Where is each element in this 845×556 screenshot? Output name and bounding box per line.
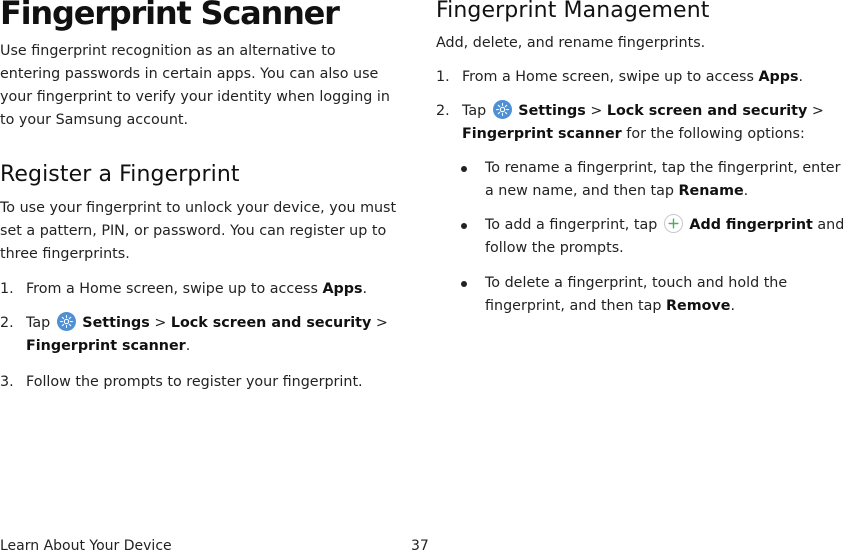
register-heading: Register a Fingerprint (0, 162, 240, 187)
add-fingerprint-label: Add fingerprint (689, 217, 813, 233)
step-number: 1. (0, 281, 14, 297)
bullet-dot (461, 223, 467, 229)
bullet-text-pre: To delete a fingerprint, touch and hold the fingerprint, and then tap (485, 275, 788, 314)
step-text-post: for the following options: (621, 126, 805, 142)
footer-section-title: Learn About Your Device (0, 538, 172, 554)
management-heading: Fingerprint Management (436, 0, 710, 23)
settings-label: Settings (82, 315, 150, 331)
management-intro: Add, delete, and rename fingerprints. (436, 35, 706, 51)
register-intro: To use your fingerprint to unlock your device, you must set a pattern, PIN, or password. You can register up to three fingerprints. (0, 200, 397, 262)
lock-screen-label: Lock screen and security (606, 103, 808, 119)
step-text-post: . (798, 69, 804, 85)
step-text (462, 100, 832, 146)
fingerprint-scanner-label: Fingerprint scanner (462, 126, 622, 142)
page-title: Fingerprint Scanner (0, 0, 339, 32)
remove-label: Remove (666, 298, 731, 314)
bullet-text-pre: To add a fingerprint, tap (485, 217, 658, 233)
bullet-text (485, 214, 845, 260)
step-number: 3. (0, 374, 14, 390)
step-text-post: . (185, 338, 191, 354)
step-text-pre: From a Home screen, swipe up to access (26, 281, 323, 297)
bullet-text-post: and follow the prompts. (485, 217, 845, 256)
apps-label: Apps (322, 281, 363, 297)
step-number: 2. (0, 315, 14, 331)
step-text-pre: Tap (26, 315, 51, 331)
separator: > (149, 315, 171, 331)
step-text-pre: Tap (462, 103, 487, 119)
lock-screen-label: Lock screen and security (170, 315, 372, 331)
settings-gear-icon (57, 312, 76, 331)
bullet-text (485, 157, 845, 203)
step-text (26, 312, 406, 358)
bullet-text-post: . (730, 298, 735, 314)
step-text-pre: From a Home screen, swipe up to access (462, 69, 759, 85)
step-text-post: . (362, 281, 368, 297)
settings-gear-icon (493, 100, 512, 119)
rename-label: Rename (678, 183, 744, 199)
settings-label: Settings (518, 103, 586, 119)
separator: > (371, 315, 388, 331)
apps-label: Apps (758, 69, 799, 85)
step-text (26, 278, 406, 301)
page-number: 37 (411, 538, 429, 554)
step-text: Follow the prompts to register your fingerprint. (26, 374, 363, 390)
add-plus-icon (664, 214, 683, 233)
bullet-text (485, 272, 845, 318)
bullet-dot (461, 281, 467, 287)
separator: > (585, 103, 607, 119)
bullet-text-pre: To rename a fingerprint, tap the fingerprint, enter a new name, and then tap (485, 160, 841, 199)
bullet-text-post: . (743, 183, 749, 199)
separator: > (807, 103, 824, 119)
step-number: 1. (436, 69, 450, 85)
step-text (462, 66, 842, 89)
fingerprint-scanner-label: Fingerprint scanner (26, 338, 186, 354)
scanner-intro: Use fingerprint recognition as an alternative to entering passwords in certain apps. You can also use your fingerprint to verify your identity when logging in to your Samsung account. (0, 43, 390, 128)
bullet-dot (461, 166, 467, 172)
step-number: 2. (436, 103, 450, 119)
